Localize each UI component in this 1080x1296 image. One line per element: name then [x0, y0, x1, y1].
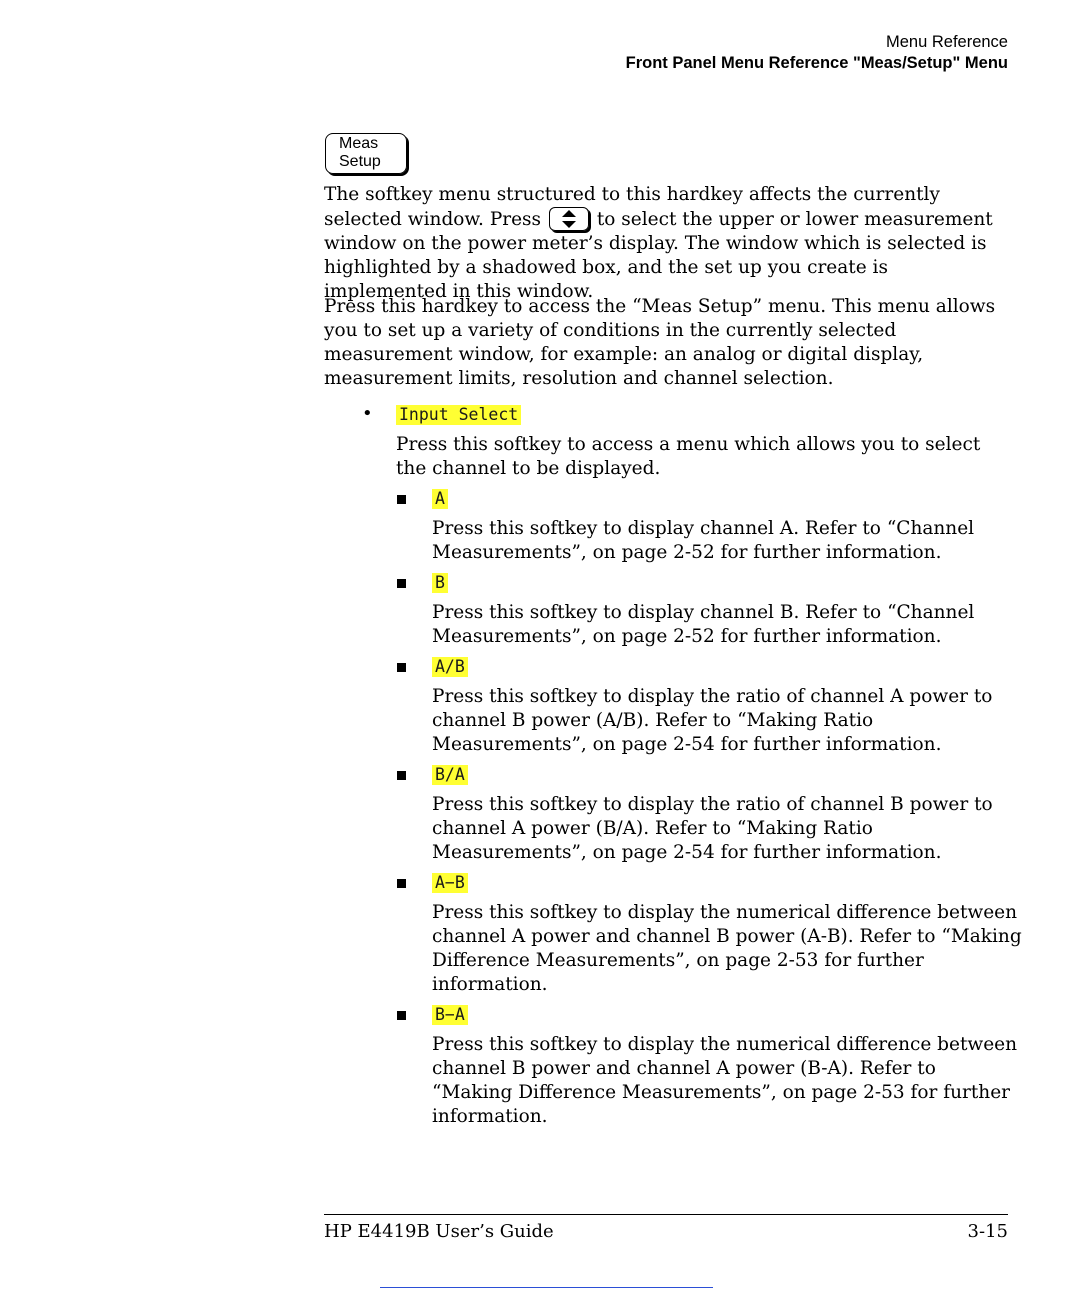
running-header-section: Menu Reference — [886, 33, 1008, 51]
bullet-icon: • — [362, 403, 373, 424]
softkey-b-over-a-description: Press this softkey to display the ratio of channel B power to channel A power (B/A). Refer to “Making Ratio Measurements”, on page 2-54 for further information. — [432, 794, 993, 863]
intro-text-after: to select the upper or lower measurement window on the power meter’s display. The window which is selected is highlighted by a shadowed box, and the set up you create is implemented in this window. — [324, 209, 993, 302]
hardkey-label-line1: Meas — [339, 135, 379, 152]
intro-text-before: The softkey menu structured to this hardkey affects the currently selected window. Press — [324, 184, 940, 230]
square-bullet-icon — [397, 1011, 406, 1020]
square-bullet-icon — [397, 495, 406, 504]
square-bullet-icon — [397, 771, 406, 780]
softkey-a-over-b-description: Press this softkey to display the ratio of channel A power to channel B power (A/B). Refer to “Making Ratio Measurements”, on page 2-54 for further information. — [432, 686, 993, 755]
input-select-description: Press this softkey to access a menu which allows you to select the channel to be displayed. — [396, 434, 981, 479]
meas-setup-paragraph: Press this hardkey to access the “Meas Setup” menu. This menu allows you to set up a variety of conditions in the currently selected measurement window, for example: an analog or digital display, measurement limits, resolution and channel selection. — [324, 296, 996, 389]
softkey-a-minus-b: A−B — [432, 873, 468, 893]
softkey-a: A — [432, 489, 448, 509]
square-bullet-icon — [397, 879, 406, 888]
running-header-subsection: Front Panel Menu Reference "Meas/Setup" Menu — [625, 54, 1008, 72]
square-bullet-icon — [397, 663, 406, 672]
footer-rule — [324, 1214, 1008, 1215]
footer-page-number: 3-15 — [967, 1221, 1008, 1242]
softkey-b: B — [432, 573, 448, 593]
softkey-b-minus-a-description: Press this softkey to display the numerical difference between channel B power and channel A power (B-A). Refer to “Making Difference Measurements”, on page 2-53 for further information. — [432, 1034, 1018, 1127]
softkey-a-description: Press this softkey to display channel A. Refer to “Channel Measurements”, on page 2-52 for further information. — [432, 518, 975, 563]
softkey-b-description: Press this softkey to display channel B. Refer to “Channel Measurements”, on page 2-52 for further information. — [432, 602, 975, 647]
up-down-arrow-key-icon — [549, 207, 589, 231]
hardkey-label-line2: Setup — [339, 153, 381, 170]
intro-paragraph — [324, 183, 1014, 304]
softkey-a-minus-b-description: Press this softkey to display the numerical difference between channel A power and channel B power (A-B). Refer to “Making Difference Measurements”, on page 2-53 for further information. — [432, 902, 1022, 995]
footer-guide-title: HP E4419B User’s Guide — [324, 1221, 554, 1242]
softkey-b-over-a: B/A — [432, 765, 468, 785]
square-bullet-icon — [397, 579, 406, 588]
input-select-softkey: Input Select — [396, 405, 521, 425]
bottom-link-underline — [380, 1287, 713, 1288]
softkey-b-minus-a: B−A — [432, 1005, 468, 1025]
softkey-a-over-b: A/B — [432, 657, 468, 677]
meas-setup-hardkey — [325, 133, 407, 174]
